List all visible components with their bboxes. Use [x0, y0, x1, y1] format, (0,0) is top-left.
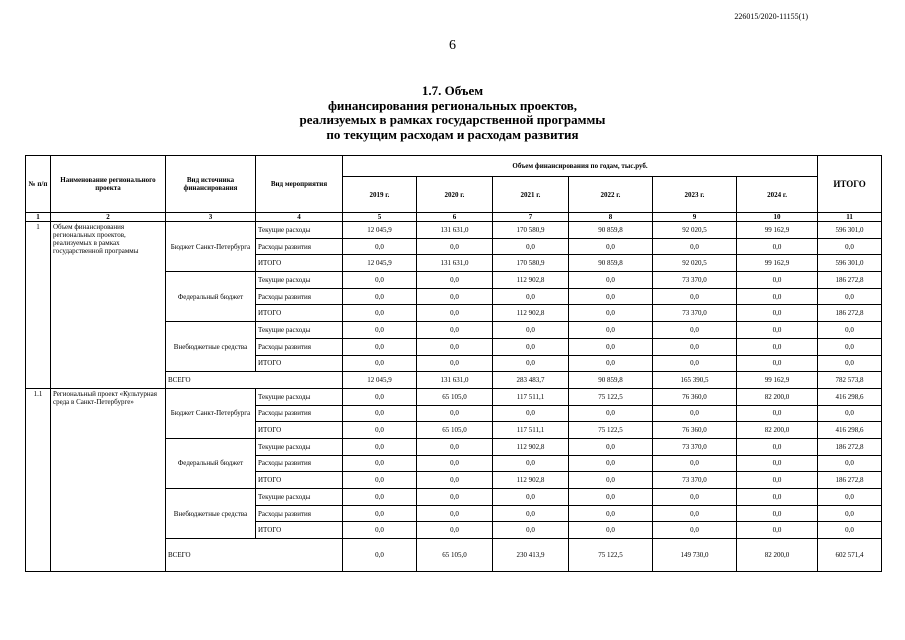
funding-source: Бюджет Санкт-Петербурга	[166, 222, 256, 272]
year-value: 0,0	[417, 288, 493, 305]
year-value: 117 511,1	[493, 422, 569, 439]
table-row	[26, 388, 882, 405]
activity-type: Текущие расходы	[256, 322, 343, 339]
title-line-4: по текущим расходам и расходам развития	[326, 126, 579, 142]
column-number: 5	[343, 213, 417, 222]
row-total-value: 416 298,6	[818, 388, 882, 405]
year-value: 112 902,8	[493, 472, 569, 489]
activity-type: Текущие расходы	[256, 438, 343, 455]
project-number: 1	[26, 222, 51, 389]
year-value: 0,0	[493, 505, 569, 522]
year-value: 0,0	[417, 438, 493, 455]
year-value: 0,0	[493, 322, 569, 339]
year-value: 0,0	[569, 489, 653, 506]
total-value: 131 631,0	[417, 372, 493, 389]
total-value: 65 105,0	[417, 539, 493, 572]
column-number: 10	[737, 213, 818, 222]
header-source: Вид источника финансирования	[166, 156, 256, 213]
activity-type: Расходы развития	[256, 405, 343, 422]
total-label: ВСЕГО	[166, 539, 343, 572]
year-value: 0,0	[737, 405, 818, 422]
year-value: 0,0	[343, 288, 417, 305]
year-value: 131 631,0	[417, 255, 493, 272]
title-line-2: финансирования региональных проектов,	[327, 97, 578, 113]
header-year: 2023 г.	[653, 177, 737, 213]
year-value: 92 020,5	[653, 222, 737, 239]
title-line-1: 1.7. Объем	[421, 83, 484, 98]
year-value: 0,0	[493, 455, 569, 472]
total-value: 149 730,0	[653, 539, 737, 572]
row-total-value: 0,0	[818, 322, 882, 339]
year-value: 0,0	[343, 238, 417, 255]
column-number: 11	[818, 213, 882, 222]
column-number: 7	[493, 213, 569, 222]
year-value: 0,0	[343, 472, 417, 489]
year-value: 170 580,9	[493, 222, 569, 239]
year-value: 82 200,0	[737, 422, 818, 439]
year-value: 117 511,1	[493, 388, 569, 405]
page-number: 6	[449, 38, 456, 53]
year-value: 0,0	[417, 305, 493, 322]
year-value: 0,0	[417, 405, 493, 422]
activity-type: ИТОГО	[256, 255, 343, 272]
total-value: 230 413,9	[493, 539, 569, 572]
year-value: 0,0	[653, 455, 737, 472]
year-value: 0,0	[569, 472, 653, 489]
column-number: 3	[166, 213, 256, 222]
year-value: 0,0	[343, 522, 417, 539]
year-value: 0,0	[737, 272, 818, 289]
year-value: 99 162,9	[737, 222, 818, 239]
year-value: 73 370,0	[653, 438, 737, 455]
year-value: 0,0	[343, 272, 417, 289]
year-value: 92 020,5	[653, 255, 737, 272]
column-number: 1	[26, 213, 51, 222]
activity-type: Расходы развития	[256, 238, 343, 255]
header-year: 2022 г.	[569, 177, 653, 213]
funding-source: Внебюджетные средства	[166, 322, 256, 372]
year-value: 0,0	[493, 405, 569, 422]
year-value: 0,0	[569, 355, 653, 372]
year-value: 73 370,0	[653, 272, 737, 289]
year-value: 0,0	[737, 288, 818, 305]
year-value: 0,0	[343, 455, 417, 472]
year-value: 0,0	[417, 505, 493, 522]
year-value: 90 859,8	[569, 255, 653, 272]
year-value: 0,0	[653, 489, 737, 506]
row-total-value: 0,0	[818, 288, 882, 305]
year-value: 0,0	[569, 522, 653, 539]
year-value: 112 902,8	[493, 272, 569, 289]
year-value: 0,0	[417, 322, 493, 339]
financing-table	[25, 155, 882, 572]
grand-total-value: 782 573,8	[818, 372, 882, 389]
total-value: 82 200,0	[737, 539, 818, 572]
year-value: 0,0	[737, 355, 818, 372]
activity-type: Текущие расходы	[256, 272, 343, 289]
activity-type: Расходы развития	[256, 288, 343, 305]
year-value: 0,0	[653, 505, 737, 522]
row-total-value: 596 301,0	[818, 255, 882, 272]
year-value: 0,0	[569, 305, 653, 322]
activity-type: ИТОГО	[256, 422, 343, 439]
row-total-value: 0,0	[818, 405, 882, 422]
year-value: 0,0	[737, 489, 818, 506]
year-value: 112 902,8	[493, 305, 569, 322]
year-value: 12 045,9	[343, 255, 417, 272]
year-value: 0,0	[417, 455, 493, 472]
year-value: 0,0	[493, 288, 569, 305]
row-total-value: 186 272,8	[818, 272, 882, 289]
year-value: 0,0	[417, 489, 493, 506]
total-value: 90 859,8	[569, 372, 653, 389]
total-label: ВСЕГО	[166, 372, 343, 389]
activity-type: Текущие расходы	[256, 489, 343, 506]
header-year: 2021 г.	[493, 177, 569, 213]
year-value: 0,0	[569, 505, 653, 522]
year-value: 0,0	[737, 438, 818, 455]
activity-type: Расходы развития	[256, 338, 343, 355]
column-number: 4	[256, 213, 343, 222]
year-value: 0,0	[343, 438, 417, 455]
row-total-value: 0,0	[818, 489, 882, 506]
header-year: 2020 г.	[417, 177, 493, 213]
document-number: 226015/2020-11155(1)	[734, 12, 808, 21]
year-value: 12 045,9	[343, 222, 417, 239]
activity-type: Текущие расходы	[256, 222, 343, 239]
year-value: 0,0	[737, 505, 818, 522]
funding-source: Федеральный бюджет	[166, 438, 256, 488]
year-value: 0,0	[343, 322, 417, 339]
total-value: 12 045,9	[343, 372, 417, 389]
header-project-name: Наименование регионального проекта	[51, 156, 166, 213]
table-body	[26, 222, 882, 572]
page-title	[0, 84, 905, 142]
year-value: 0,0	[569, 338, 653, 355]
year-value: 0,0	[493, 489, 569, 506]
year-value: 0,0	[737, 455, 818, 472]
header-num: № п/п	[26, 156, 51, 213]
year-value: 0,0	[653, 338, 737, 355]
column-number: 8	[569, 213, 653, 222]
row-total-value: 0,0	[818, 355, 882, 372]
year-value: 76 360,0	[653, 388, 737, 405]
column-number: 9	[653, 213, 737, 222]
year-value: 0,0	[343, 338, 417, 355]
year-value: 112 902,8	[493, 438, 569, 455]
year-value: 0,0	[493, 522, 569, 539]
activity-type: ИТОГО	[256, 305, 343, 322]
year-value: 0,0	[737, 522, 818, 539]
activity-type: ИТОГО	[256, 522, 343, 539]
year-value: 82 200,0	[737, 388, 818, 405]
funding-source: Внебюджетные средства	[166, 489, 256, 539]
year-value: 0,0	[343, 388, 417, 405]
year-value: 0,0	[569, 405, 653, 422]
year-value: 0,0	[343, 305, 417, 322]
year-value: 75 122,5	[569, 422, 653, 439]
row-total-value: 0,0	[818, 455, 882, 472]
activity-type: Расходы развития	[256, 455, 343, 472]
year-value: 0,0	[417, 338, 493, 355]
year-value: 0,0	[737, 472, 818, 489]
year-value: 0,0	[653, 405, 737, 422]
year-value: 0,0	[569, 288, 653, 305]
year-value: 0,0	[569, 322, 653, 339]
row-total-value: 596 301,0	[818, 222, 882, 239]
activity-type: ИТОГО	[256, 355, 343, 372]
year-value: 0,0	[343, 422, 417, 439]
project-number: 1.1	[26, 388, 51, 571]
year-value: 0,0	[737, 305, 818, 322]
year-value: 90 859,8	[569, 222, 653, 239]
year-value: 0,0	[737, 338, 818, 355]
year-value: 0,0	[737, 322, 818, 339]
year-value: 0,0	[417, 522, 493, 539]
year-value: 0,0	[493, 338, 569, 355]
year-value: 0,0	[493, 238, 569, 255]
activity-type: ИТОГО	[256, 472, 343, 489]
header-volume-group: Объем финансирования по годам, тыс.руб.	[343, 156, 818, 177]
year-value: 0,0	[653, 355, 737, 372]
year-value: 0,0	[417, 355, 493, 372]
year-value: 73 370,0	[653, 305, 737, 322]
year-value: 73 370,0	[653, 472, 737, 489]
total-value: 99 162,9	[737, 372, 818, 389]
year-value: 131 631,0	[417, 222, 493, 239]
header-year: 2019 г.	[343, 177, 417, 213]
year-value: 0,0	[417, 472, 493, 489]
year-value: 0,0	[653, 322, 737, 339]
table-row	[26, 222, 882, 239]
year-value: 0,0	[417, 238, 493, 255]
row-total-value: 0,0	[818, 338, 882, 355]
year-value: 99 162,9	[737, 255, 818, 272]
row-total-value: 186 272,8	[818, 438, 882, 455]
header-year: 2024 г.	[737, 177, 818, 213]
year-value: 0,0	[343, 505, 417, 522]
project-name: Региональный проект «Культурная среда в Санкт-Петербурге»	[51, 388, 166, 571]
total-value: 283 483,7	[493, 372, 569, 389]
year-value: 0,0	[569, 238, 653, 255]
year-value: 0,0	[569, 272, 653, 289]
row-total-value: 186 272,8	[818, 305, 882, 322]
row-total-value: 0,0	[818, 522, 882, 539]
column-number: 2	[51, 213, 166, 222]
year-value: 0,0	[343, 405, 417, 422]
year-value: 0,0	[653, 238, 737, 255]
header-total: ИТОГО	[818, 156, 882, 213]
row-total-value: 416 298,6	[818, 422, 882, 439]
year-value: 0,0	[653, 522, 737, 539]
year-value: 0,0	[737, 238, 818, 255]
year-value: 170 580,9	[493, 255, 569, 272]
year-value: 0,0	[417, 272, 493, 289]
year-value: 0,0	[493, 355, 569, 372]
column-number: 6	[417, 213, 493, 222]
year-value: 75 122,5	[569, 388, 653, 405]
row-total-value: 0,0	[818, 238, 882, 255]
total-value: 0,0	[343, 539, 417, 572]
year-value: 65 105,0	[417, 388, 493, 405]
funding-source: Федеральный бюджет	[166, 272, 256, 322]
year-value: 0,0	[343, 355, 417, 372]
year-value: 0,0	[343, 489, 417, 506]
year-value: 76 360,0	[653, 422, 737, 439]
year-value: 65 105,0	[417, 422, 493, 439]
project-name: Объем финансирования региональных проектов, реализуемых в рамках государственной программы	[51, 222, 166, 389]
funding-source: Бюджет Санкт-Петербурга	[166, 388, 256, 438]
total-value: 75 122,5	[569, 539, 653, 572]
grand-total-value: 602 571,4	[818, 539, 882, 572]
table-header	[26, 156, 882, 222]
year-value: 0,0	[569, 438, 653, 455]
activity-type: Текущие расходы	[256, 388, 343, 405]
row-total-value: 186 272,8	[818, 472, 882, 489]
activity-type: Расходы развития	[256, 505, 343, 522]
row-total-value: 0,0	[818, 505, 882, 522]
title-line-3: реализуемых в рамках государственной программы	[299, 112, 606, 127]
total-value: 165 390,5	[653, 372, 737, 389]
year-value: 0,0	[569, 455, 653, 472]
header-activity: Вид мероприятия	[256, 156, 343, 213]
year-value: 0,0	[653, 288, 737, 305]
